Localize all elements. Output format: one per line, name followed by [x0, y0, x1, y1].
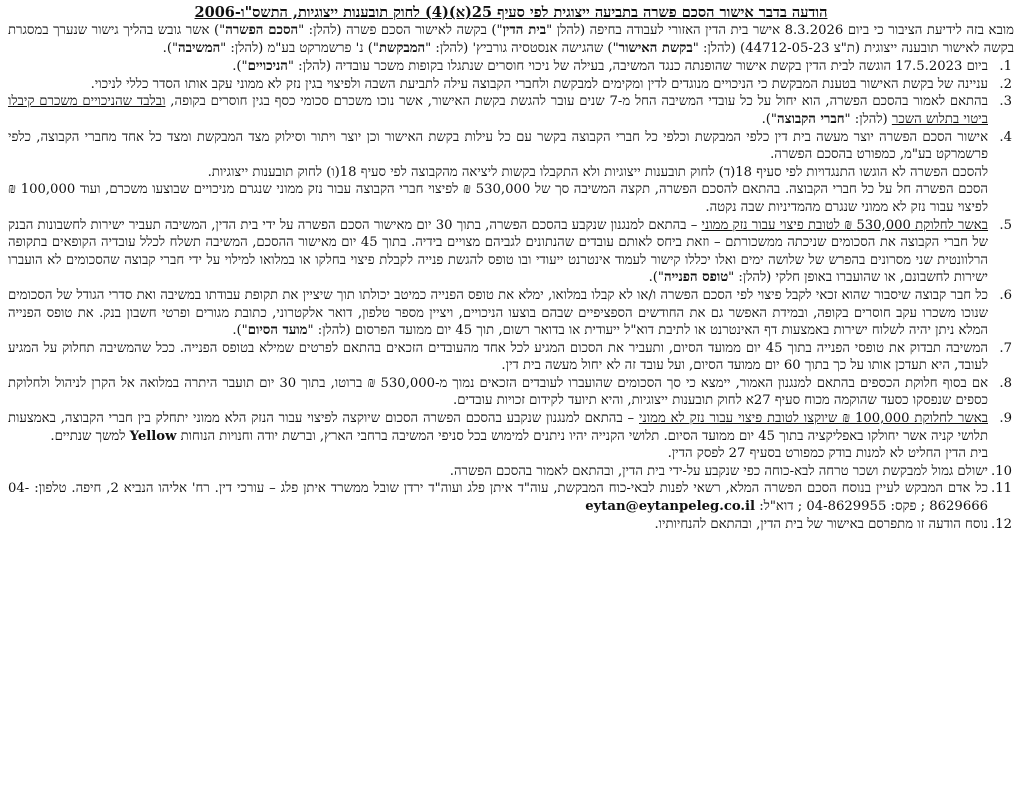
intro-court-term: בית הדין [502, 23, 547, 38]
clause-number: 12. [991, 516, 1012, 532]
clause-paragraph: בית הדין החליט לא למנות בודק כמפורט בסעיף 27 לפסק הדין. [667, 446, 988, 462]
clause-number: 11. [991, 481, 1012, 497]
intro-respondent-term: המשיבה [178, 40, 221, 56]
clause-8 [8, 375, 1014, 410]
clause-text: "). [648, 270, 664, 286]
clause-2 [8, 76, 1014, 94]
clause-text: עניינה של בקשת האישור בטענת המבקשת כי הניכויים מנוגדים לדין ומקימים למבקשת ולחברי הקבוצה עילה לתביעת השבה ולפיצוי בגין נזק לא ממוני עקב אותו הסדר כללי לניכוי. [90, 76, 988, 92]
clause-number: 3. [999, 94, 1012, 110]
contact-email: eytan@eytanpeleg.co.il [585, 499, 756, 515]
intro-applicant-term: המבקשת [378, 40, 426, 56]
clause-text: (להלן: " [844, 111, 892, 127]
intro-paragraph [8, 22, 1014, 57]
clause-underlined-text: באשר לחלוקת 100,000 ₪ שיוקצו לטובת פיצוי עבור נזק לא ממוני [639, 411, 988, 427]
clause-number: 6. [999, 287, 1012, 303]
clause-paragraph: הסכם הפשרה חל על כל חברי הקבוצה. בהתאם להסכם הפשרה, תקצה המשיבה סך של 530,000 ₪ לפיצוי חברי הקבוצה עבור נזק ממוני שנגרם מניכויים שבוצעו משכרם, ועוד 100,000 ₪ לפיצוי עבור נזק לא ממוני שנגרם מהמדיניות שבה נקטה. [8, 182, 988, 215]
intro-text: ") שהגישה אנסטסיה גורביץ' (להלן: " [425, 40, 619, 56]
clause-text: "). [232, 59, 248, 75]
clause-4 [8, 129, 1014, 217]
clause-number: 5. [999, 217, 1012, 233]
clause-text: "). [232, 323, 248, 339]
clause-text: כל אדם המבקש לעיין בנוסח הסכם הפשרה המלא, רשאי לפנות לבאי-כוח המבקשת, עוה"ד איתן פלג ועוה"ד ירדן שובל ממשרד איתן פלג – עורכי דין. רח' אליהו הנביא 2, חיפה. טלפון: 04-8629666 ; פקס: 04-8629955 ; דוא"ל: [8, 481, 988, 515]
clause-number: 7. [999, 340, 1012, 356]
clause-underlined-text: ובלבד שהניכויים משכרם קיבלו ביטוי בתלוש השכר [8, 94, 988, 127]
clause-defined-term: מועד הסיום [247, 323, 308, 339]
clause-text: כל חבר קבוצה שיסבור שהוא זכאי לקבל פיצוי לפי הסכם הפשרה ו/או לא קבלו במלואו, ימלא את טופס הפנייה כמיטב יכולתו תוך שיציין את תקופת עבודתו במשיבה ואת סדרי הגודל של הסכומים שנוכו משכרו עקב חוסרים בקופה, ובמידת האפשר גם את החודשים הספציפיים שבהם בוצעו הניכויים, ויציין מספר טלפון, דואר אלקטרוני, כתובת מגורים ופרטי חשבון בנק. את טופס הפנייה המלא ניתן יהיה לשלוח ישירות באמצעות דף האינטרנט או לתיבת דוא"ל ייעודית או בדואר רשום, תוך 45 יום ממועד הפרסום (להלן: " [8, 287, 988, 339]
brand-name: Yellow [129, 428, 177, 444]
clause-number: 1. [999, 59, 1012, 75]
clause-text: ביום 17.5.2023 הוגשה לבית הדין בקשת אישור שהופנתה כנגד המשיבה, בעילה של ניכוי חוסרים שנתגלו בקופות משכר עובדיה (להלן: " [287, 59, 988, 75]
clause-1 [8, 58, 1014, 76]
clause-11 [8, 480, 1014, 515]
clause-text: בהתאם לאמור בהסכם הפשרה, הוא יחול על כל עובדי המשיבה החל מ-7 שנים עובר להגשת בקשת האישור, אשר נוכו משכרם סכומי כסף בגין חוסרים בקופה, [165, 94, 988, 110]
clause-defined-term: הניכויים [247, 59, 288, 75]
clause-text: אם בסוף חלוקת הכספים בהתאם למנגנון האמור, יימצא כי סך הסכומים שהועברו לעובדים הזכאים נמוך מ-530,000 ₪ ברוטו, בתוך 30 יום תועבר היתרה במלואה אל הקרן לניהול ולחלוקת כספים שנפסקו כסעד שהוקמה מכוח סעיף 27א לחוק תובענות ייצוגיות, והיא תיועד לקידום זכויות עובדים. [8, 375, 988, 409]
clause-number: 2. [999, 76, 1012, 92]
clause-text: המשיבה תבדוק את טופסי הפנייה בתוך 45 יום ממועד הסיום, ותעביר את הסכום המגיע לכל אחד מהעובדים הזכאים בהתאם לפרטים שמילא בטופס הפנייה. ככל שהמשיבה תחלוק על המגיע לעובד, היא תעדכן אותו על כך בתוך 60 יום ממועד הסיום, ועל עובד זה לא יחול מעשה בית דין. [8, 340, 988, 374]
clause-text: אישור הסכם הפשרה יוצר מעשה בית דין כלפי המבקשת וכלפי כל חברי הקבוצה בקשר עם כל עילות בקשת האישור וכן יוצר ויתור וסילוק מצד המבקשת ומצד כל אחד מחברי הקבוצה, כלפי פרשמרקט בע"מ, כמפורט בהסכם הפשרה. [8, 129, 988, 163]
clause-12 [8, 516, 1014, 534]
clause-9 [8, 410, 1014, 463]
clause-10 [8, 463, 1014, 481]
intro-text: ") אשר גובש בהליך גישור שנערך במסגרת בקשה לאישור תובענה ייצוגית (ת"צ 44712-05-23) (להלן: " [8, 23, 1014, 56]
clause-defined-term: חברי הקבוצה [776, 111, 845, 127]
clause-paragraph: להסכם הפשרה לא הוגשו התנגדויות לפי סעיף 18(ד) לחוק תובענות ייצוגיות ולא התקבלו בקשות ליציאה מהקבוצה לפי סעיף 18(ו) לחוק תובענות ייצוגיות. [207, 164, 988, 180]
intro-text: ") בקשה לאישור הסכם פשרה (להלן: " [298, 23, 503, 38]
clause-6 [8, 287, 1014, 340]
notice-title: הודעה בדבר אישור הסכם פשרה בתביעה ייצוגית לפי סעיף 25(א)(4) לחוק תובענות ייצוגיות, התשס"ו-2006 [194, 4, 828, 21]
clause-defined-term: טופס הפנייה [664, 270, 729, 286]
clause-underlined-text: באשר לחלוקת 530,000 ₪ לטובת פיצוי עבור נזק ממוני [701, 217, 989, 233]
intro-text: מובא בזה לידיעת הציבור כי ביום 8.3.2026 אישר בית הדין האזורי לעבודה בחיפה (להלן " [546, 23, 1014, 38]
clause-number: 8. [999, 375, 1012, 391]
clause-text: – בהתאם למנגנון שנקבע בהסכם הפשרה הסכום שיוקצה לפיצוי עבור הנזק הלא ממוני יתחלק בין חברי הקבוצה, באמצעות תלושי קניה אשר יחולקו באפליקציה בתוך 45 יום ממועד הסיום. תלושי הקנייה יהיו ניתנים למימוש בכל סניפי המשיבה ברחבי הארץ, וברשת יודה וחנויות הנוחות [8, 411, 988, 444]
intro-text: "). [162, 40, 179, 56]
clause-text: – בהתאם למנגנון שנקבע בהסכם הפשרה, בתוך 30 יום מאישור הסכם הפשרה על ידי בית הדין, המשיבה תעביר ישירות לחשבונות הבנק של חברי הקבוצה את הסכומים שניכתה ממשכורתם – וזאת ביחס לאותם עובדים שהנתונים לגביהם מצויים בידיה. בתוך 45 יום מאישור ההסכם, המשיבה תשלח לכלל עובדיה הקופאים בתקופה הרלוונטית שני מסרונים בהפרש של שלושה ימים ואלו יכללו קישור לעמוד אינטרנט ייעודי ובו טופס להגשת פנייה לקבלת פיצוי בחלקו או במלואו למילוי על ידי חברי קבוצה שהסכומים לא הועברו ישירות לחשבונם, או שהועברו באופן חלקי (להלן: " [8, 217, 988, 286]
intro-settlement-term: הסכם הפשרה [225, 23, 299, 38]
clause-5 [8, 217, 1014, 287]
notice-clauses [8, 58, 1014, 533]
clause-7 [8, 340, 1014, 375]
clause-text: נוסח הודעה זו מתפרסם באישור של בית הדין, ובהתאם להנחיותיו. [654, 516, 988, 532]
clause-text: "). [761, 111, 777, 127]
intro-text: ") נ' פרשמרקט בע"מ (להלן: " [220, 40, 379, 56]
clause-number: 9. [999, 411, 1012, 427]
intro-application-term: בקשת האישור [618, 40, 693, 56]
clause-text: ישולם גמול למבקשת ושכר טרחה לבא-כוחה כפי שנקבע על-ידי בית הדין, ובהתאם לאמור בהסכם הפשרה. [449, 463, 988, 479]
clause-number: 10. [991, 463, 1012, 479]
clause-number: 4. [999, 129, 1012, 145]
clause-3 [8, 93, 1014, 128]
clause-text: למשך שנתיים. [50, 428, 130, 444]
